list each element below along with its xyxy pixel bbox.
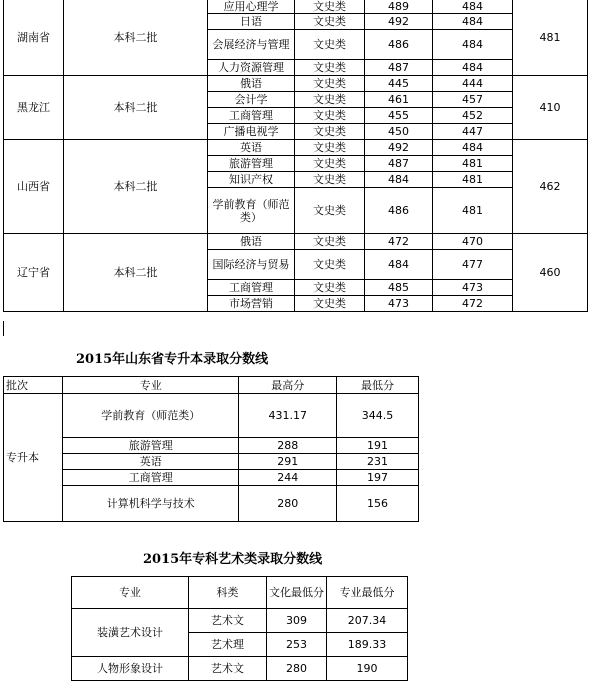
max-score-cell: 455	[365, 108, 433, 124]
type-cell: 艺术文	[189, 609, 267, 633]
max-score-cell: 489	[365, 0, 433, 14]
min-score-cell: 470	[433, 234, 513, 250]
min-score-cell: 447	[433, 124, 513, 140]
major-cell: 旅游管理	[63, 438, 239, 454]
max-score-cell: 461	[365, 92, 433, 108]
major-cell: 人物形象设计	[72, 657, 189, 681]
max-score-cell: 472	[365, 234, 433, 250]
province-cell: 黑龙江	[4, 76, 64, 140]
max-score-cell: 484	[365, 250, 433, 280]
type-cell: 文史类	[295, 234, 365, 250]
major-cell: 广播电视学	[208, 124, 295, 140]
control-line-cell: 481	[513, 0, 588, 76]
major-cell: 学前教育（师范类）	[208, 188, 295, 234]
type-cell: 文史类	[295, 188, 365, 234]
section-title-zhuanshengben: 2015年山东省专升本录取分数线	[76, 352, 269, 367]
major-cell: 俄语	[208, 76, 295, 92]
major-cell: 旅游管理	[208, 156, 295, 172]
pro-score-cell: 207.34	[327, 609, 408, 633]
header-cell: 专业最低分	[327, 577, 408, 609]
type-cell: 文史类	[295, 14, 365, 30]
province-cell: 山西省	[4, 140, 64, 234]
batch-cell: 本科二批	[64, 140, 208, 234]
min-score-cell: 477	[433, 250, 513, 280]
max-score-cell: 486	[365, 188, 433, 234]
art-score-table	[71, 576, 408, 681]
max-score-cell: 291	[239, 454, 337, 470]
max-score-cell: 486	[365, 30, 433, 60]
min-score-cell: 484	[433, 0, 513, 14]
type-cell: 文史类	[295, 280, 365, 296]
major-cell: 知识产权	[208, 172, 295, 188]
major-cell: 学前教育（师范类）	[63, 394, 239, 438]
min-score-cell: 484	[433, 60, 513, 76]
min-score-cell: 481	[433, 156, 513, 172]
control-line-cell: 460	[513, 234, 588, 312]
major-cell: 市场营销	[208, 296, 295, 312]
control-line-cell: 410	[513, 76, 588, 140]
max-score-cell: 492	[365, 14, 433, 30]
min-score-cell: 191	[337, 438, 419, 454]
type-cell: 文史类	[295, 108, 365, 124]
zhuanshengben-score-table	[3, 376, 419, 522]
culture-score-cell: 253	[267, 633, 327, 657]
max-score-cell: 244	[239, 470, 337, 486]
batch-cell: 本科二批	[64, 76, 208, 140]
section-title-art: 2015年专科艺术类录取分数线	[143, 552, 323, 567]
control-line-cell: 462	[513, 140, 588, 234]
culture-score-cell: 309	[267, 609, 327, 633]
type-cell: 文史类	[295, 60, 365, 76]
province-cell: 辽宁省	[4, 234, 64, 312]
min-score-cell: 344.5	[337, 394, 419, 438]
min-score-cell: 484	[433, 14, 513, 30]
max-score-cell: 492	[365, 140, 433, 156]
batch-cell: 本科二批	[64, 234, 208, 312]
type-cell: 文史类	[295, 76, 365, 92]
table-border-stub	[3, 321, 4, 336]
major-cell: 英语	[63, 454, 239, 470]
min-score-cell: 231	[337, 454, 419, 470]
max-score-cell: 484	[365, 172, 433, 188]
header-cell: 科类	[189, 577, 267, 609]
major-cell: 英语	[208, 140, 295, 156]
min-score-cell: 452	[433, 108, 513, 124]
major-cell: 工商管理	[63, 470, 239, 486]
major-cell: 装潢艺术设计	[72, 609, 189, 657]
type-cell: 艺术文	[189, 657, 267, 681]
type-cell: 文史类	[295, 296, 365, 312]
min-score-cell: 457	[433, 92, 513, 108]
max-score-cell: 445	[365, 76, 433, 92]
type-cell: 文史类	[295, 0, 365, 14]
max-score-cell: 485	[365, 280, 433, 296]
type-cell: 文史类	[295, 172, 365, 188]
major-cell: 俄语	[208, 234, 295, 250]
min-score-cell: 444	[433, 76, 513, 92]
min-score-cell: 197	[337, 470, 419, 486]
header-cell: 最高分	[239, 377, 337, 394]
major-cell: 工商管理	[208, 108, 295, 124]
type-cell: 文史类	[295, 92, 365, 108]
major-cell: 国际经济与贸易	[208, 250, 295, 280]
min-score-cell: 481	[433, 188, 513, 234]
header-cell: 文化最低分	[267, 577, 327, 609]
type-cell: 文史类	[295, 250, 365, 280]
type-cell: 文史类	[295, 156, 365, 172]
batch-cell: 专升本	[4, 394, 63, 522]
province-score-table	[3, 0, 588, 312]
major-cell: 会计学	[208, 92, 295, 108]
major-cell: 工商管理	[208, 280, 295, 296]
major-cell: 会展经济与管理	[208, 30, 295, 60]
min-score-cell: 472	[433, 296, 513, 312]
pro-score-cell: 189.33	[327, 633, 408, 657]
header-cell: 最低分	[337, 377, 419, 394]
pro-score-cell: 190	[327, 657, 408, 681]
header-cell: 批次	[4, 377, 63, 394]
type-cell: 文史类	[295, 30, 365, 60]
culture-score-cell: 280	[267, 657, 327, 681]
major-cell: 人力资源管理	[208, 60, 295, 76]
min-score-cell: 481	[433, 172, 513, 188]
max-score-cell: 450	[365, 124, 433, 140]
max-score-cell: 473	[365, 296, 433, 312]
min-score-cell: 484	[433, 30, 513, 60]
min-score-cell: 484	[433, 140, 513, 156]
max-score-cell: 487	[365, 156, 433, 172]
min-score-cell: 473	[433, 280, 513, 296]
major-cell: 日语	[208, 14, 295, 30]
header-cell: 专业	[63, 377, 239, 394]
max-score-cell: 431.17	[239, 394, 337, 438]
max-score-cell: 487	[365, 60, 433, 76]
type-cell: 文史类	[295, 124, 365, 140]
max-score-cell: 288	[239, 438, 337, 454]
type-cell: 艺术理	[189, 633, 267, 657]
major-cell: 计算机科学与技术	[63, 486, 239, 522]
major-cell: 应用心理学	[208, 0, 295, 14]
province-cell: 湖南省	[4, 0, 64, 76]
header-cell: 专业	[72, 577, 189, 609]
batch-cell: 本科二批	[64, 0, 208, 76]
min-score-cell: 156	[337, 486, 419, 522]
max-score-cell: 280	[239, 486, 337, 522]
type-cell: 文史类	[295, 140, 365, 156]
